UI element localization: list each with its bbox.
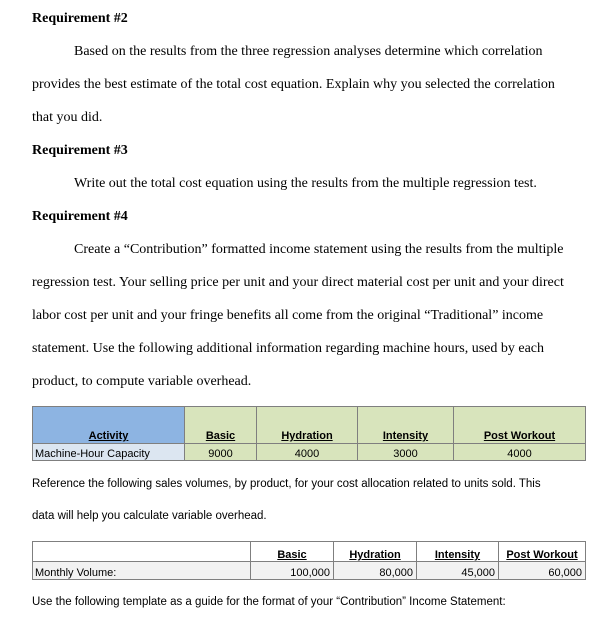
ref-text-line2: data will help you calculate variable overhead. [32,510,267,522]
req2-text-line1: Based on the results from the three regression analyses determine which correlation [74,44,543,59]
row-label-machine-hour-capacity: Machine-Hour Capacity [33,444,185,461]
capacity-table [32,406,586,461]
template-guide-text: Use the following template as a guide for the format of your “Contribution” Income Statement: [32,596,506,608]
header-activity: Activity [33,407,185,444]
req4-text-line5: product, to compute variable overhead. [32,374,252,389]
header-intensity: Intensity [417,542,499,562]
volume-intensity: 45,000 [417,562,499,580]
volume-table-row [33,562,586,580]
req4-text-line2: regression test. Your selling price per unit and your direct material cost per unit and your direct [32,275,564,290]
req3-text-line1: Write out the total cost equation using the results from the multiple regression test. [74,176,537,191]
req2-heading: Requirement #2 [32,11,128,26]
header-blank [33,542,251,562]
volume-table-header-row [33,542,586,562]
header-post-workout: Post Workout [454,407,586,444]
req2-text-line2: provides the best estimate of the total cost equation. Explain why you selected the correlation [32,77,555,92]
req4-heading: Requirement #4 [32,209,128,224]
volume-post-workout: 60,000 [499,562,586,580]
volume-table [32,541,586,580]
req4-text-line1: Create a “Contribution” formatted income statement using the results from the multiple [74,242,564,257]
row-label-monthly-volume: Monthly Volume: [33,562,251,580]
req2-text-line3: that you did. [32,110,103,125]
capacity-intensity: 3000 [358,444,454,461]
header-basic: Basic [251,542,334,562]
req4-text-line3: labor cost per unit and your fringe benefits all come from the original “Traditional” income [32,308,544,323]
ref-text-line1: Reference the following sales volumes, by product, for your cost allocation related to units sold. This [32,478,541,490]
capacity-post-workout: 4000 [454,444,586,461]
capacity-hydration: 4000 [257,444,358,461]
volume-basic: 100,000 [251,562,334,580]
req3-heading: Requirement #3 [32,143,128,158]
req4-text-line4: statement. Use the following additional information regarding machine hours, used by each [32,341,545,356]
volume-hydration: 80,000 [334,562,417,580]
capacity-table-row [33,444,586,461]
header-hydration: Hydration [257,407,358,444]
header-basic: Basic [185,407,257,444]
header-intensity: Intensity [358,407,454,444]
capacity-table-header-row [33,407,586,444]
header-post-workout: Post Workout [499,542,586,562]
header-hydration: Hydration [334,542,417,562]
capacity-basic: 9000 [185,444,257,461]
